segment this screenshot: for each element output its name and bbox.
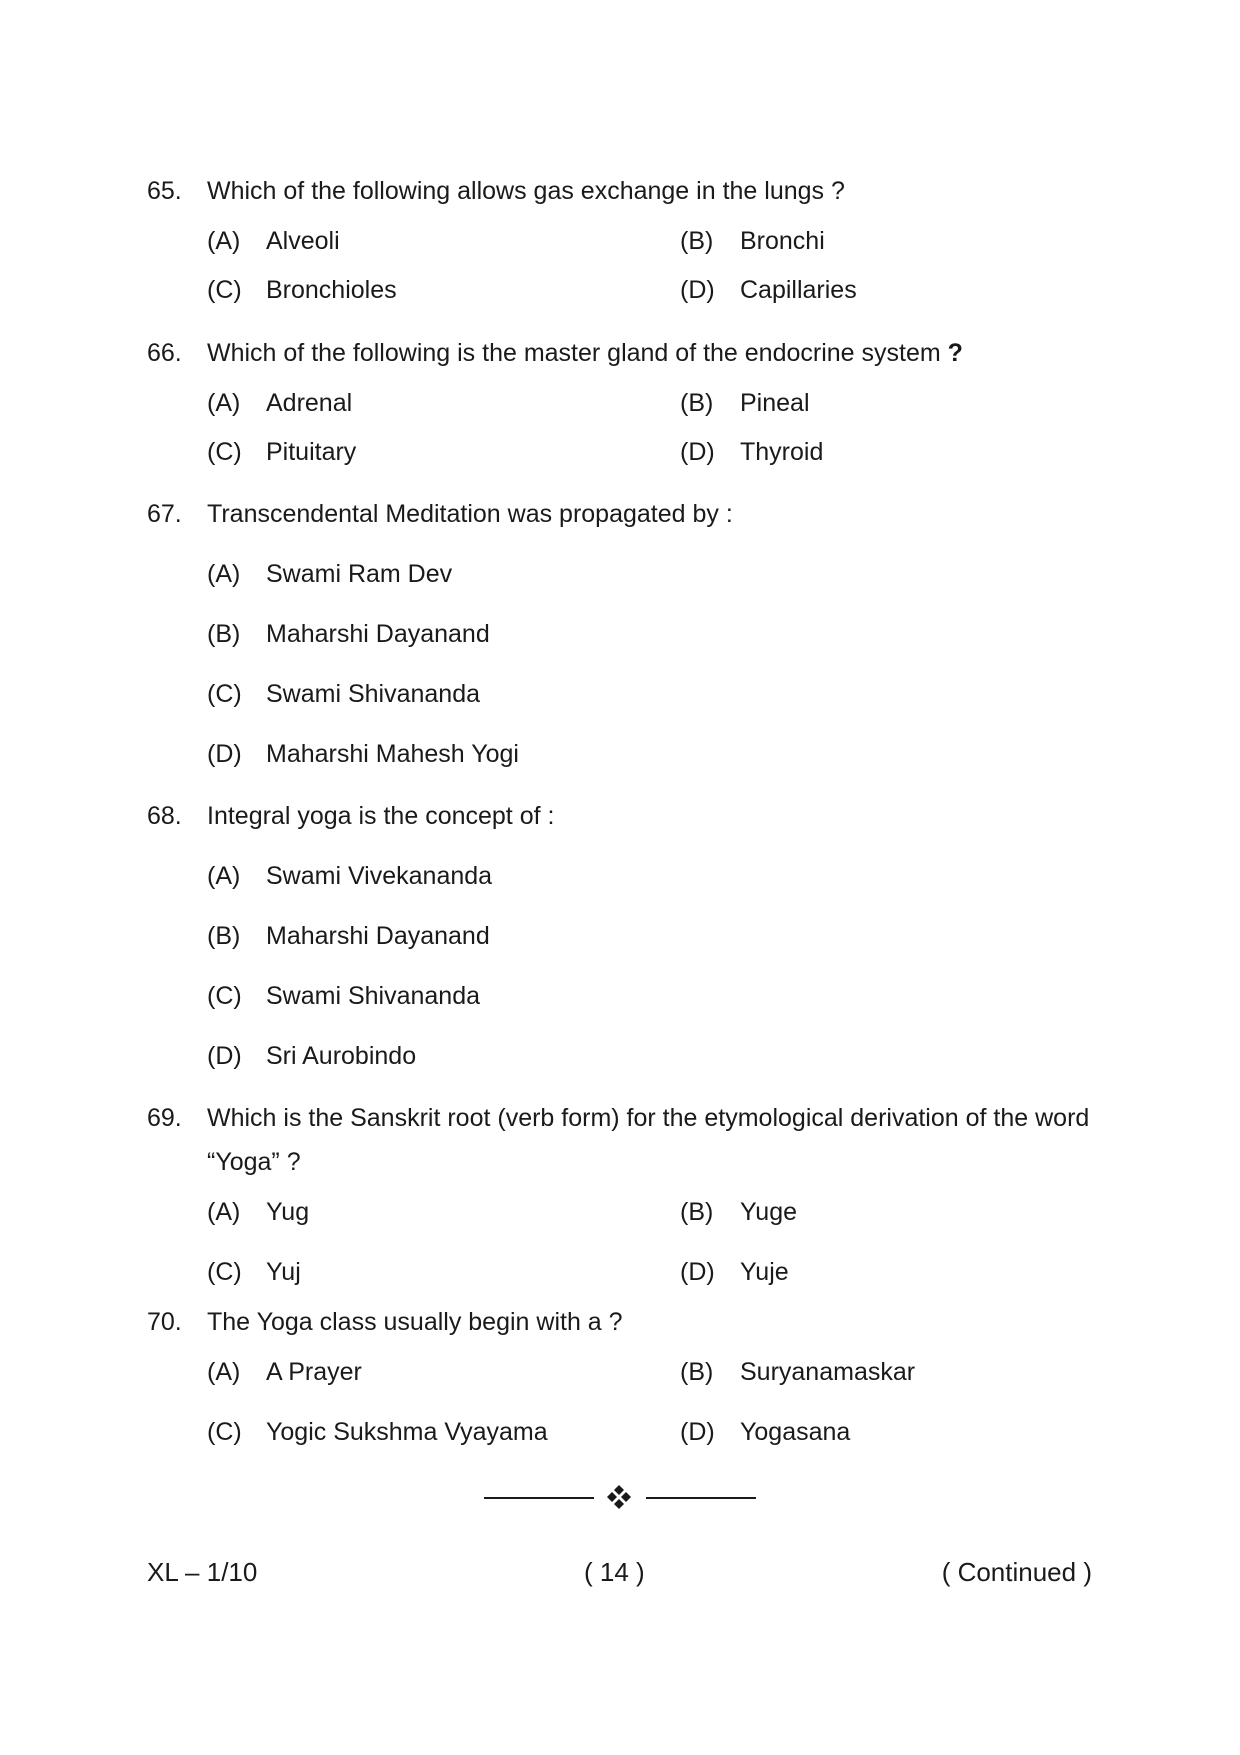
option-text: Capillaries (740, 276, 857, 304)
question-number: 66. (147, 339, 182, 367)
question-mark: ? (947, 339, 963, 367)
question-text: Integral yoga is the concept of : (207, 802, 555, 830)
option-text: Swami Vivekananda (266, 862, 493, 890)
option-text: Maharshi Mahesh Yogi (266, 740, 519, 768)
option-text: Swami Shivananda (266, 982, 481, 1010)
question-text: The Yoga class usually begin with a ? (207, 1308, 623, 1336)
page-number: ( 14 ) (584, 1557, 645, 1587)
option-text: Swami Shivananda (266, 680, 481, 708)
option-text: A Prayer (266, 1358, 362, 1386)
option-text: Alveoli (266, 227, 340, 255)
option-label: (A) (207, 1198, 241, 1226)
option-label: (C) (207, 1258, 242, 1286)
question-number: 68. (147, 802, 182, 830)
option-label: (C) (207, 680, 242, 708)
option-text: Yuje (740, 1258, 789, 1286)
option-label: (C) (207, 276, 242, 304)
option-label: (B) (207, 922, 241, 950)
option-label: (A) (207, 227, 241, 255)
divider-right (646, 1497, 756, 1499)
option-text: Pineal (740, 389, 810, 417)
option-label: (D) (207, 1042, 242, 1070)
option-label: (B) (680, 227, 714, 255)
option-label: (C) (207, 438, 242, 466)
option-text: Yuge (740, 1198, 798, 1226)
divider-left (484, 1497, 594, 1499)
question-text: Which is the Sanskrit root (verb form) for the etymological derivation of the word (207, 1104, 1090, 1132)
option-text: Pituitary (266, 438, 357, 466)
option-label: (A) (207, 389, 241, 417)
option-label: (A) (207, 862, 241, 890)
option-label: (C) (207, 1418, 242, 1446)
question-number: 70. (147, 1308, 182, 1336)
fleuron-icon (606, 1484, 632, 1510)
option-text: Bronchi (740, 227, 825, 255)
continued-label: ( Continued ) (941, 1557, 1092, 1587)
question-text: Transcendental Meditation was propagated by : (207, 500, 733, 528)
option-label: (B) (680, 389, 714, 417)
option-text: Adrenal (266, 389, 353, 417)
option-text: Maharshi Dayanand (266, 922, 490, 950)
paper-code: XL – 1/10 (147, 1557, 258, 1587)
option-label: (B) (680, 1358, 714, 1386)
option-text: Yug (266, 1198, 310, 1226)
option-label: (B) (680, 1198, 714, 1226)
option-label: (A) (207, 1358, 241, 1386)
option-label: (D) (680, 276, 715, 304)
option-text: Yogasana (740, 1418, 851, 1446)
option-text: Yuj (266, 1258, 301, 1286)
option-text: Yogic Sukshma Vyayama (266, 1418, 548, 1446)
question-number: 67. (147, 500, 182, 528)
option-label: (D) (680, 438, 715, 466)
question-number: 65. (147, 177, 182, 205)
question-text-continued: “Yoga” ? (207, 1148, 301, 1176)
option-text: Suryanamaskar (740, 1358, 916, 1386)
option-text: Bronchioles (266, 276, 397, 304)
option-label: (D) (680, 1418, 715, 1446)
option-label: (A) (207, 560, 241, 588)
question-text: Which of the following is the master gland of the endocrine system ? (207, 339, 963, 367)
question-text: Which of the following allows gas exchange in the lungs ? (207, 177, 845, 205)
option-text: Swami Ram Dev (266, 560, 453, 588)
option-text: Thyroid (740, 438, 824, 466)
question-number: 69. (147, 1104, 182, 1132)
option-text: Sri Aurobindo (266, 1042, 417, 1070)
option-label: (B) (207, 620, 241, 648)
option-label: (D) (207, 740, 242, 768)
option-label: (C) (207, 982, 242, 1010)
option-text: Maharshi Dayanand (266, 620, 490, 648)
option-label: (D) (680, 1258, 715, 1286)
